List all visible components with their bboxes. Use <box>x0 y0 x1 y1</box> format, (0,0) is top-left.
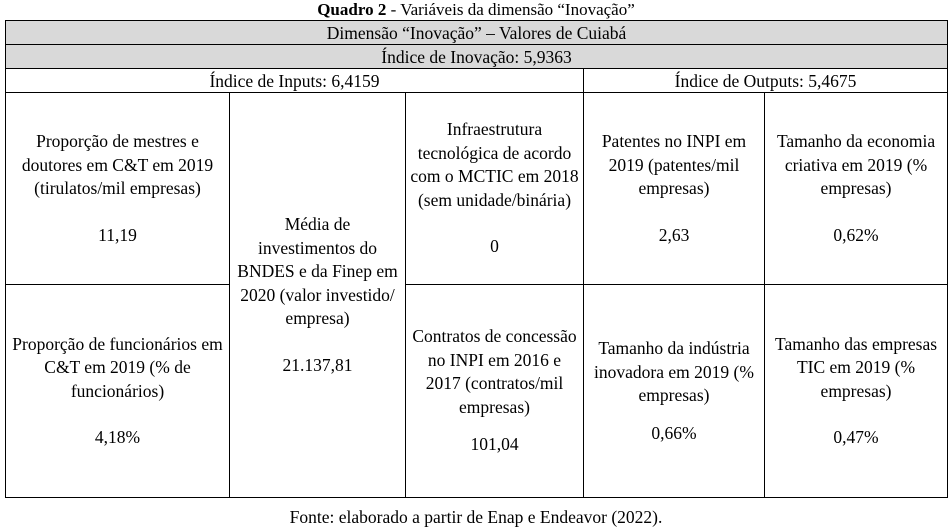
tic-label: Tamanho das empresas TIC em 2019 (% empresas) <box>775 333 938 401</box>
caption-text: Variáveis da dimensão “Inovação” <box>400 0 635 19</box>
industria-value: 0,66% <box>651 422 697 443</box>
bndes-label: Média de investimentos do BNDES e da Finep em 2020 (valor investido/ empresa) <box>237 214 398 328</box>
caption-label: Quadro 2 <box>317 0 387 19</box>
funcionarios-cell <box>6 285 230 498</box>
funcionarios-value: 4,18% <box>94 427 141 447</box>
contratos-value: 101,04 <box>470 434 519 455</box>
infraestrutura-value: 0 <box>490 236 499 257</box>
infraestrutura-label: Infraestrutura tecnológica de acordo com o MCTIC em 2018 (sem unidade/binária) <box>410 119 579 210</box>
infraestrutura-cell <box>406 93 584 285</box>
inputs-index-cell: Índice de Inputs: 6,4159 <box>6 69 584 93</box>
source-note: Fonte: elaborado a partir de Enap e Endeavor (2022). <box>289 507 663 527</box>
innovation-index-cell: Índice de Inovação: 5,9363 <box>6 45 948 69</box>
caption-separator: - <box>386 0 401 19</box>
mestres-value: 11,19 <box>98 224 137 245</box>
table-caption <box>0 0 952 20</box>
tic-value: 0,47% <box>833 427 879 447</box>
funcionarios-label: Proporção de funcionários em C&T em 2019 (% de funcionários) <box>12 333 223 401</box>
patentes-cell <box>584 93 765 285</box>
outputs-index-cell: Índice de Outputs: 5,4675 <box>584 69 948 93</box>
criativa-label: Tamanho da economia criativa em 2019 (% empresas) <box>776 131 936 198</box>
patentes-value: 2,63 <box>658 224 690 245</box>
criativa-value: 0,62% <box>833 224 879 245</box>
bndes-cell <box>230 93 406 498</box>
industria-cell <box>584 285 765 498</box>
patentes-label: Patentes no INPI em 2019 (patentes/mil empresas) <box>601 131 747 198</box>
tic-cell <box>765 285 948 498</box>
mestres-cell <box>6 93 230 285</box>
contratos-label: Contratos de concessão no INPI em 2016 e 2017 (contratos/mil empresas) <box>412 326 577 417</box>
mestres-label: Proporção de mestres e doutores em C&T em 2019 (tirulatos/mil empresas) <box>21 131 214 198</box>
industria-label: Tamanho da indústria inovadora em 2019 (% empresas) <box>594 338 754 405</box>
table-title-cell: Dimensão “Inovação” – Valores de Cuiabá <box>6 21 948 45</box>
innovation-table <box>5 20 948 498</box>
contratos-cell <box>406 285 584 498</box>
criativa-cell <box>765 93 948 285</box>
bndes-value: 21.137,81 <box>282 354 353 375</box>
